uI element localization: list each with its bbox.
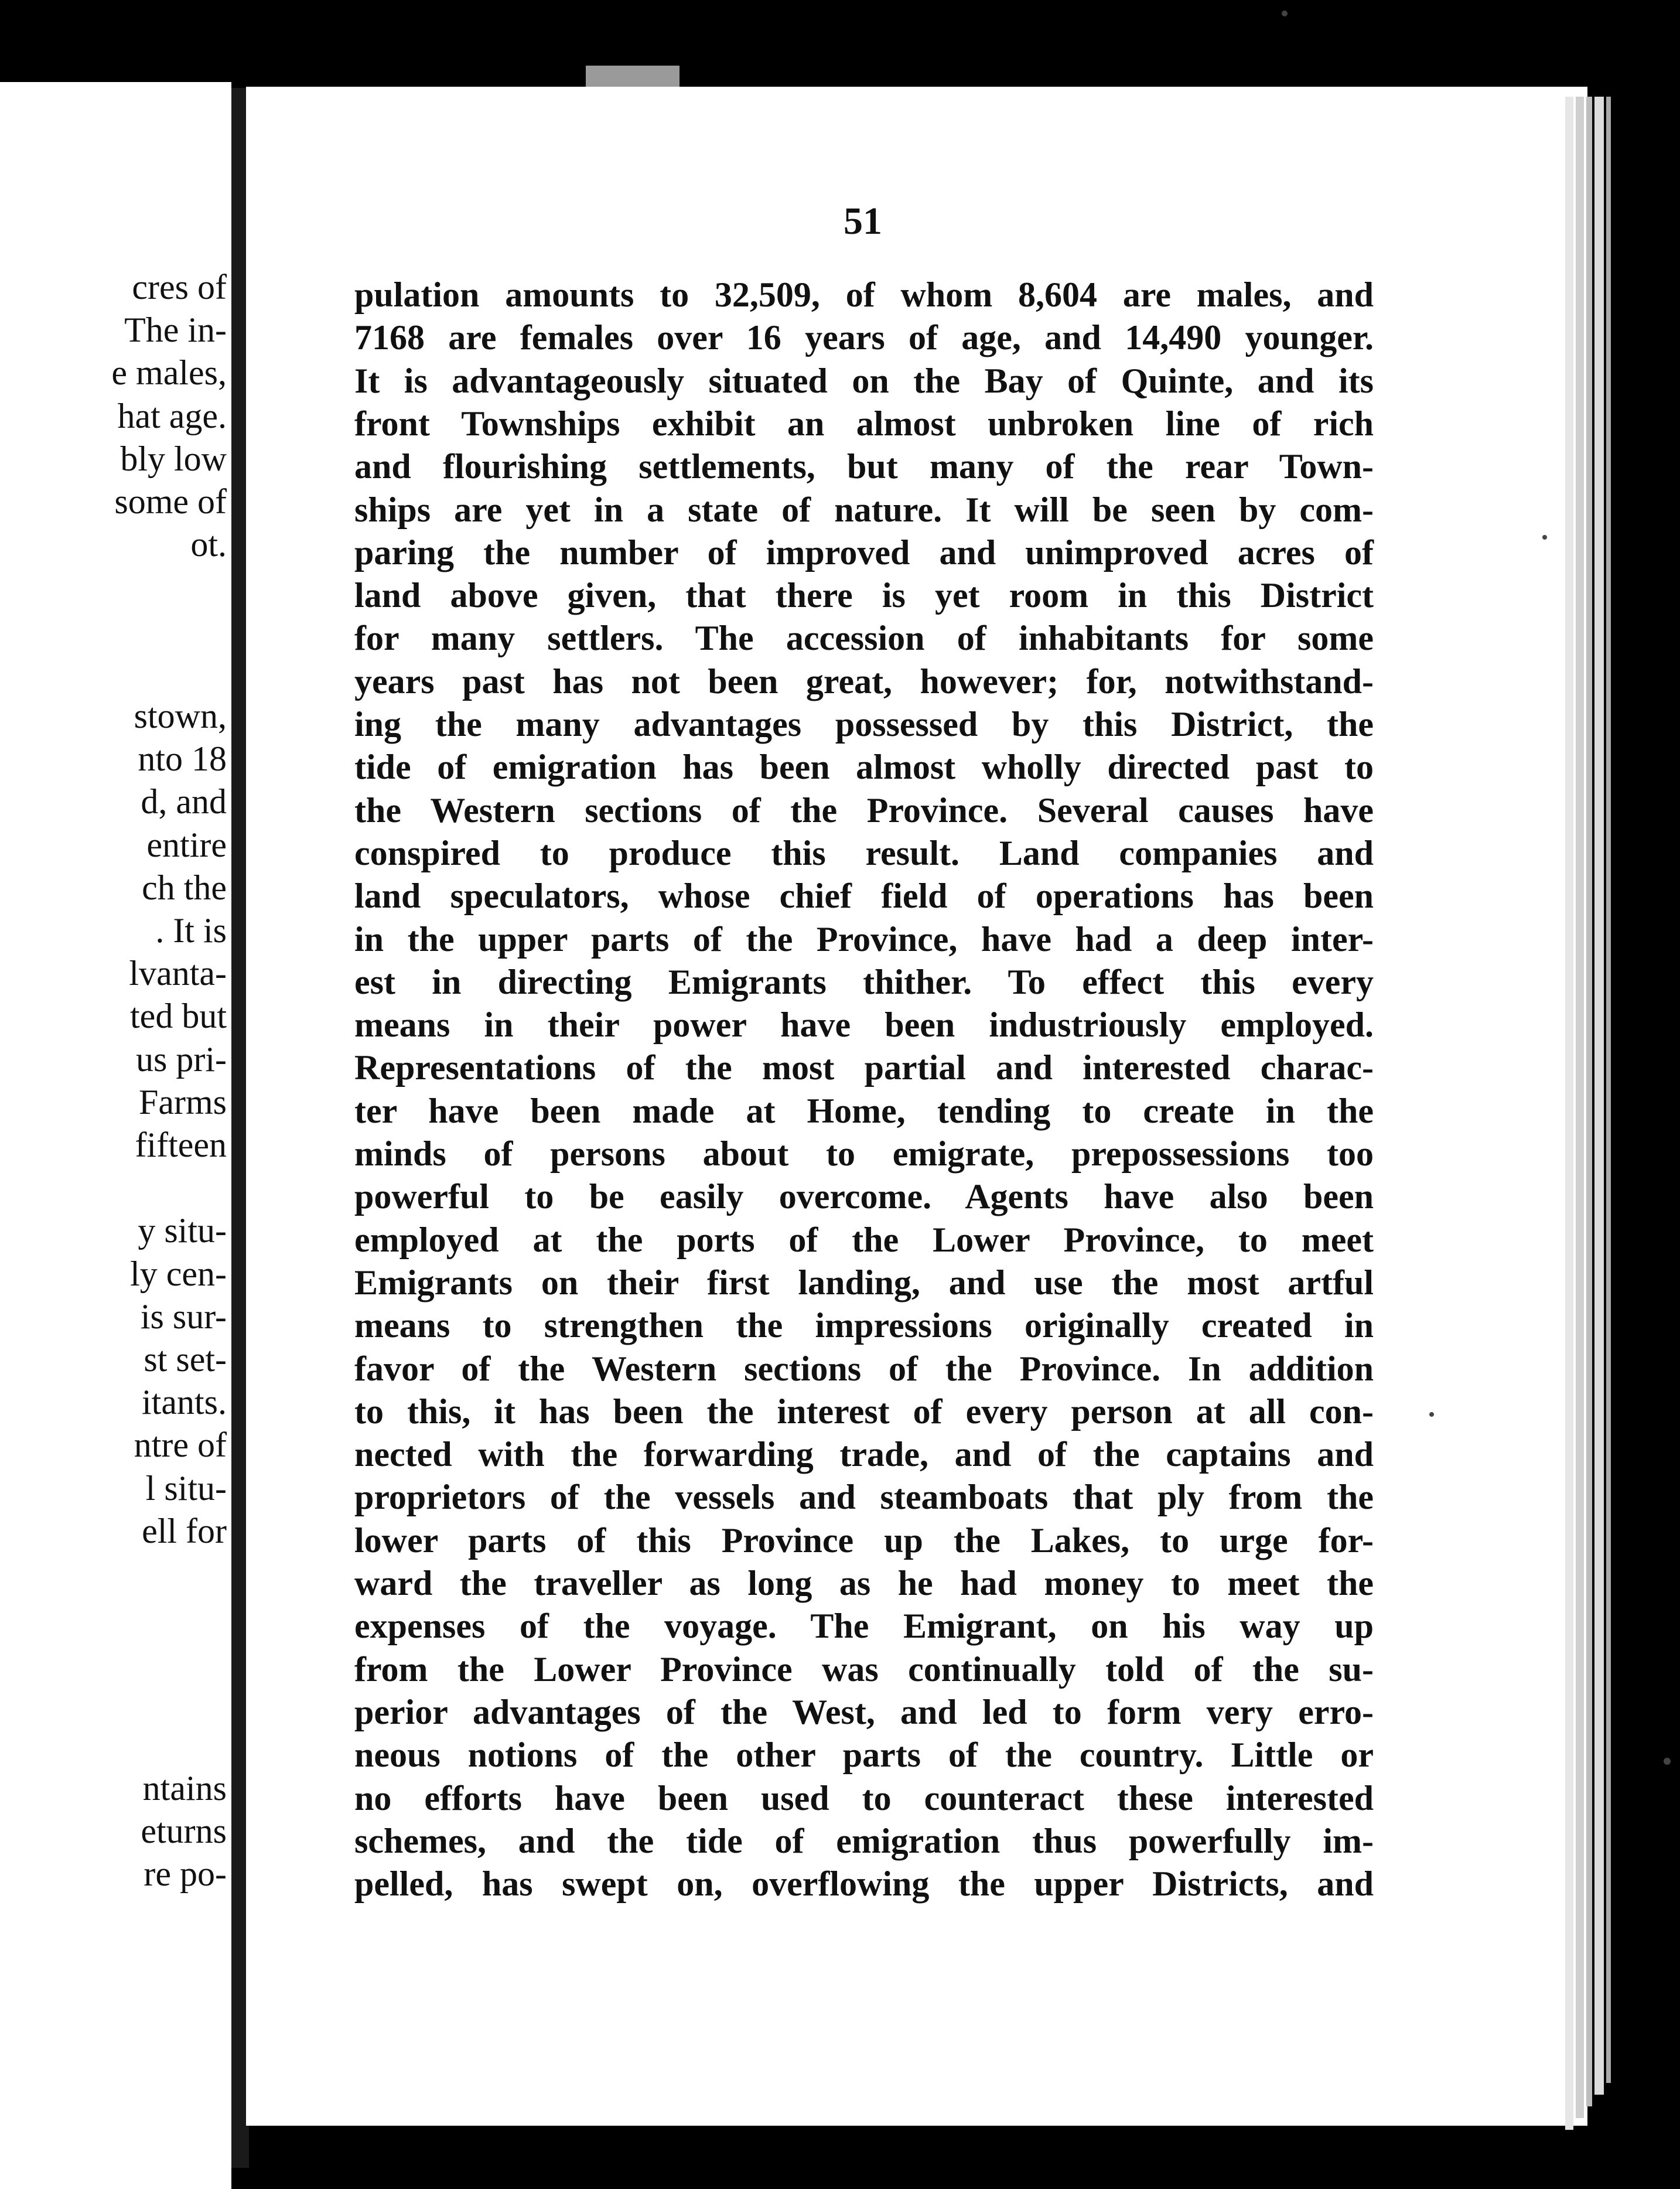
left-page-line: ell for [142, 1511, 227, 1550]
body-line: in the upper parts of the Province, have had a deep inter- [354, 919, 1374, 959]
body-line: 7168 are females over 16 years of age, and 14,490 younger. [354, 318, 1374, 357]
body-line: neous notions of the other parts of the country. Little or [354, 1735, 1374, 1775]
left-page-line: stown, [134, 697, 227, 735]
ink-speck [1429, 1412, 1434, 1417]
body-line: for many settlers. The accession of inhabitants for some [354, 619, 1374, 658]
left-page-line: l situ- [145, 1468, 227, 1508]
left-page-line: us pri- [136, 1039, 227, 1079]
body-line: minds of persons about to emigrate, prepossessions too [354, 1134, 1374, 1173]
left-page-line: lvanta- [129, 954, 227, 993]
left-page-line: ntre of [134, 1426, 227, 1465]
body-line: employed at the ports of the Lower Province, to meet [354, 1220, 1374, 1259]
body-line: the Western sections of the Province. Several causes have [354, 790, 1374, 830]
left-page-line: The in- [124, 311, 227, 350]
ink-speck [1542, 535, 1547, 540]
body-line: pulation amounts to 32,509, of whom 8,604 are males, and [354, 275, 1374, 314]
left-page-line: cres of [132, 268, 227, 306]
ink-speck [1664, 1758, 1671, 1765]
body-line: powerful to be easily overcome. Agents have also been [354, 1177, 1374, 1216]
body-line: ships are yet in a state of nature. It will be seen by com- [354, 490, 1374, 529]
left-page-line: ch the [142, 868, 227, 907]
left-page-line: fifteen [135, 1126, 227, 1164]
body-line: est in directing Emigrants thither. To effect this every [354, 962, 1374, 1001]
left-page-line: nto 18 [138, 739, 227, 779]
body-line: means to strengthen the impressions originally created in [354, 1306, 1374, 1345]
body-line: It is advantageously situated on the Bay of Quinte, and its [354, 361, 1374, 400]
left-page-line: ly cen- [130, 1254, 227, 1293]
left-page-line: . It is [155, 911, 227, 950]
left-page-line: bly low [120, 439, 227, 478]
body-line: ter have been made at Home, tending to create in the [354, 1091, 1374, 1130]
body-line: to this, it has been the interest of every person at all con- [354, 1392, 1374, 1431]
left-page-line: entire [146, 825, 227, 864]
left-page-line: is sur- [140, 1297, 227, 1336]
body-line: years past has not been great, however; for, notwithstand- [354, 662, 1374, 701]
left-page-line: some of [114, 482, 227, 521]
body-line: land above given, that there is yet room in this District [354, 576, 1374, 615]
body-line: no efforts have been used to counteract these interested [354, 1778, 1374, 1818]
left-page-line: st set- [144, 1340, 227, 1379]
body-line: perior advantages of the West, and led to form very erro- [354, 1692, 1374, 1731]
body-line: tide of emigration has been almost wholly directed past to [354, 748, 1374, 787]
body-line: lower parts of this Province up the Lakes, to urge for- [354, 1520, 1374, 1560]
left-page-line: itants. [142, 1383, 227, 1422]
left-page-line: ot. [190, 525, 227, 564]
body-line: front Townships exhibit an almost unbroken line of rich [354, 404, 1374, 443]
left-page-line: d, and [141, 782, 227, 821]
body-line: proprietors of the vessels and steamboats that ply from the [354, 1478, 1374, 1517]
ink-speck [1282, 11, 1288, 16]
body-line: means in their power have been industriously employed. [354, 1005, 1374, 1045]
body-line: land speculators, whose chief field of operations has been [354, 877, 1374, 916]
body-line: pelled, has swept on, overflowing the upper Districts, and [354, 1864, 1374, 1904]
body-line: Emigrants on their first landing, and use the most artful [354, 1263, 1374, 1302]
left-page-line: re po- [144, 1854, 227, 1894]
left-page-line: ted but [130, 997, 227, 1036]
body-line: nected with the forwarding trade, and of the captains and [354, 1435, 1374, 1474]
left-page-line: eturns [141, 1812, 227, 1851]
body-line: Representations of the most partial and interested charac- [354, 1048, 1374, 1087]
body-line: and flourishing settlements, but many of the rear Town- [354, 447, 1374, 486]
body-line: favor of the Western sections of the Province. In addition [354, 1349, 1374, 1388]
left-page-line: e males, [111, 353, 227, 393]
left-page-line: hat age. [117, 396, 227, 435]
body-line: schemes, and the tide of emigration thus powerfully im- [354, 1821, 1374, 1860]
left-page-line: Farms [139, 1082, 227, 1121]
left-page-line: ntains [142, 1769, 227, 1808]
body-line: paring the number of improved and unimproved acres of [354, 533, 1374, 572]
body-line: conspired to produce this result. Land companies and [354, 833, 1374, 872]
body-line: from the Lower Province was continually told of the su- [354, 1649, 1374, 1689]
body-line: expenses of the voyage. The Emigrant, on his way up [354, 1607, 1374, 1646]
page-number: 51 [844, 200, 882, 243]
body-line: ing the many advantages possessed by this District, the [354, 705, 1374, 744]
left-page-line: y situ- [138, 1211, 227, 1250]
body-line: ward the traveller as long as he had money to meet the [354, 1564, 1374, 1602]
